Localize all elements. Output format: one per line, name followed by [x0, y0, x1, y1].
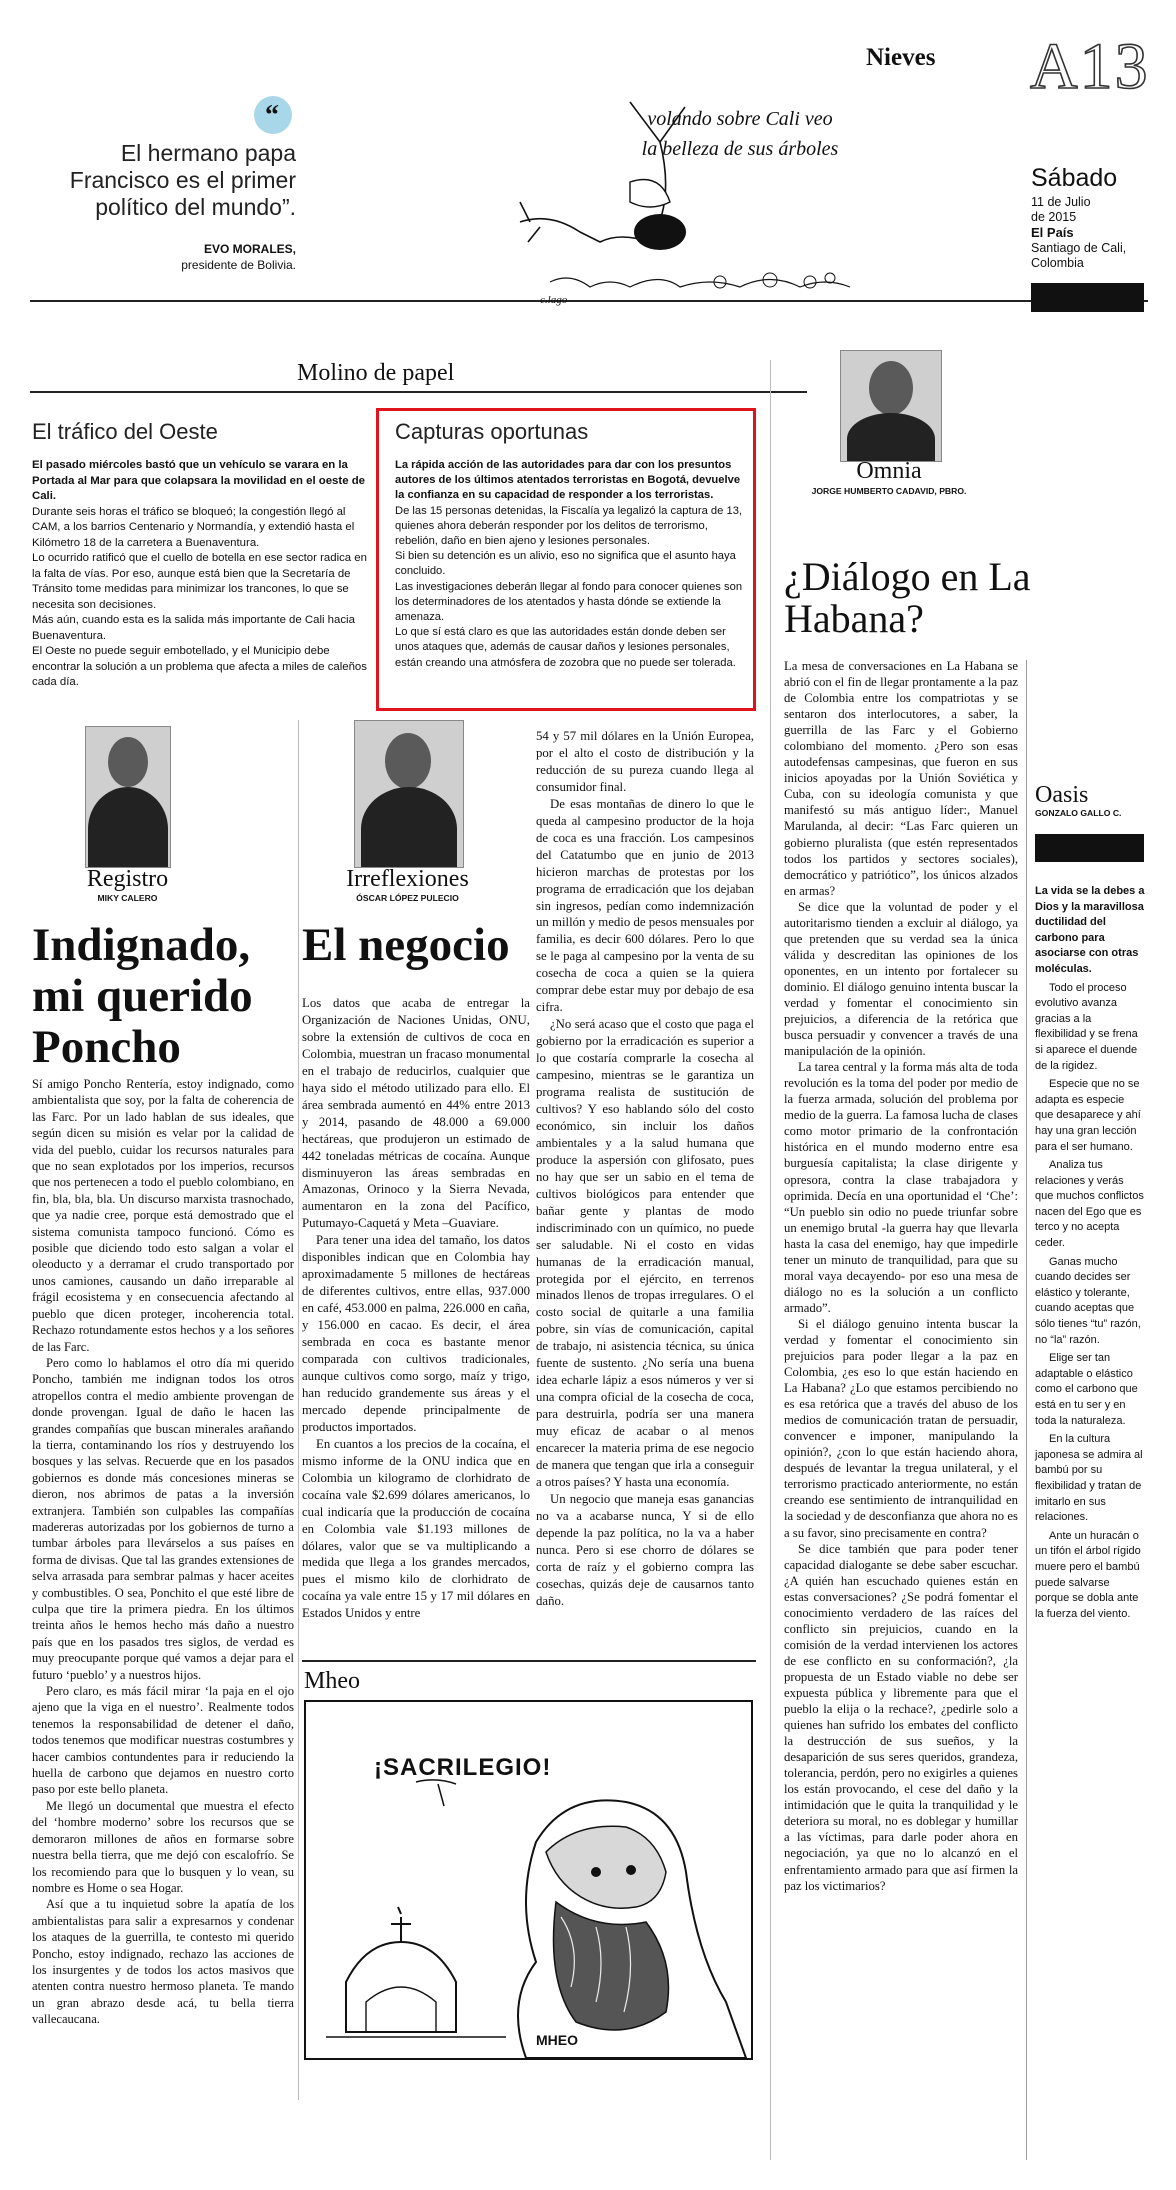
molino-left-para: Lo ocurrido ratificó que el cuello de botella en ese sector radica en la falta de vías. Por eso, aunque está bien que la Secretaría de Tránsito tome medidas para minimizar los trancones, lo que se necesita son decisiones. [32, 552, 367, 611]
cartoon-rule [302, 1660, 756, 1662]
quote-role: presidente de Bolivia. [181, 258, 296, 272]
oasis-para: Ganas mucho cuando decides ser elástico y tolerante, cuando aceptas que sólo tienes “tu” razón, no “la” razón. [1035, 1255, 1141, 1346]
irreflexiones-para: Los datos que acaba de entregar la Organización de Naciones Unidas, ONU, sobre la extensión de cultivos de coca en Colombia, muestran un fracaso monumental en el trabajo de reducirlos, cualquier que haya sido el método utilizado para ello. El área sembrada aumentó en 44% entre 2013 y 2014, pasando de 48.000 a 69.000 hectáreas, que produjeron un estimado de 442 toneladas métricas de cocaína. Aunque disminuyeron las áreas sembradas en Amazonas, Orinoco y la Sierra Nevada, aumentaron en la zona del Pacífico, Putumayo-Caquetá y Meta –Guaviare. [302, 996, 530, 1231]
omnia-para: La tarea central y la forma más alta de toda revolución es la toma del poder por medio de la fuerza armada, solución del problema por medio de la guerra. La famosa lucha de clases como motor primario de la confrontación histórica en el mundo moderno entre esa burguesía capitalista; la clase dirigente y opresora, contra la clase trabajadora y oprimida. Decía en una oportunidad el ‘Che’: “Un pueblo sin odio no puede triunfar sobre un enemigo brutal -la guerra hay que llevarla hasta la casa del enemigo, hay que impedirle tener un minuto de tranquilidad, para que su moral vaya decayendo- por eso una mesa de diálogo no es la solución a un conflicto armado”. [784, 1060, 1018, 1315]
cartoon-frame [304, 1700, 753, 2060]
oasis-para: Especie que no se adapta es especie que desaparece y ahí hay una gran lección para el ser humano. [1035, 1078, 1141, 1153]
molino-right-para: Las investigaciones deberán llegar al fondo para conocer quienes son los determinadores de los atentados y hasta dónde se extiende la amenaza. [395, 580, 743, 624]
oasis-lead: La vida se la debes a Dios y la maravillosa ductilidad del carbono para asociarse con otras moléculas. [1035, 885, 1145, 975]
molino-left-para: Más aún, cuando esta es la salida más importante de Cali hacia Buenaventura. [32, 614, 355, 642]
date-day: Sábado [1031, 164, 1118, 192]
oasis-body [1035, 884, 1145, 1622]
omnia-author-photo [840, 350, 942, 462]
molino-rule [30, 391, 807, 393]
cartoon-speech: ¡SACRILEGIO! [374, 1754, 552, 1781]
molino-left-para: Durante seis horas el tráfico se bloqueó; la congestión llegó al CAM, a los barrios Centenario y Normandía, y extendió hasta el Kilómetro 18 de la carretera a Buenaventura. [32, 505, 355, 549]
drawing-caption: volando sobre Cali veo la belleza de sus árboles [641, 108, 839, 160]
irreflexiones-author: ÓSCAR LÓPEZ PULECIO [356, 893, 459, 903]
registro-author-photo [85, 726, 171, 868]
date-place1: Santiago de Cali, [1031, 241, 1127, 255]
section-name: Nieves [866, 44, 936, 71]
irreflexiones-para: 54 y 57 mil dólares en la Unión Europea, por el alto el costo de distribución y la reducción de su pureza cuando llega al consumidor final. [536, 729, 754, 794]
cartoon-signature: MHEO [536, 2032, 578, 2048]
date-black-bar [1031, 283, 1144, 312]
oasis-column-name: Oasis [1035, 782, 1089, 808]
registro-body [32, 1076, 294, 2028]
quote-icon: “ [254, 96, 292, 134]
registro-para: Pero como lo hablamos el otro día mi querido Poncho, también me indignan todos los otros atropellos contra el medio ambiente provengan de donde provengan. Igual de daño le hacen las grandes compañías que buscan minerales arañando la tierra, contaminando los ríos y destruyendo los bosques y las selvas. Recuerde que en los pasados gobiernos es donde más concesiones mineras se dieron, nos abrimos de patas a la inversión extranjera. También son culpables las compañías madereras autorizadas por los gobiernos de turno a tumbar árboles para llevárselos a sus países en forma de divisas. Que tal las grandes extensiones de selva arrasada para sembrar palmas y hacer aceites y combustibles. O sea, Ponchito el que esté libre de culpa que tire la primera piedra. En los últimos treinta años le hemos hecho más daño a nuestro país que en los pasados tres siglos, de verdad es muy preocupante porque qué vamos a dejar para el futuro ‘pueblo’ y a nuestros hijos. [32, 1355, 294, 1682]
irreflexiones-para: ¿No será acaso que el costo que paga el gobierno por la erradicación es superior a lo que costaría comprarle la cosecha al campesino, mientras se le garantiza un programa realista de sustitución de cultivos? Y eso hablando sólo del costo económico, sin incluir los daños ambientales y a la salud humana que produce la aspersión con glifosato, pues no hay que ser un sabio en el tema de cultivos biológicos para entender que bañar gente y plantas de modo indiscriminado con un químico, no puede ser saludable. Ni el costo en vidas humanas de la erradicación manual, protegida por el ejército, en terrenos minados llenos de tropas irregulares. O el costo social de quitarle a una familia pobre, sin vías de comunicación, capital de trabajo, ni asistencia técnica, su única fuente de sustento. ¿No sería una buena idea echarle lápiz a esos números y ver si una compra oficial de la cosecha de coca, para destruirla, podría ser una manera muy eficaz de acabar o al menos encarecer la materia prima de ese negocio de manera que tengan que irla a conseguir a otros países? Y hasta una economía. [536, 1017, 754, 1489]
molino-right-title: Capturas oportunas [395, 419, 589, 444]
omnia-para: Se dice también que para poder tener capacidad dialogante se debe saber escuchar. ¿A quién han escuchado quienes están en estas conversaciones? ¿Se podrá fomentar el conocimiento verdadero de las raíces del conflicto sin prejuicios, cuando en la comisión de la verdad intervienen los actores de ese conflicto en su conformación?, ¿la propuesta de un Estado viable no debe ser expuesta pública y libremente para que el pueblo la elija o la rechace?, ¿pedirle solo a quienes han sufrido los embates del conflicto la destrucción de sus sueños, y la desaparición de sus seres queridos, grandeza, tolerancia, perdón, pero no exigirles a quienes los están provocando, el cese del daño y la intimidación que le quita la tranquilidad y le deteriora su moral, no es doblegar y humillar a las víctimas, para darle poder ahora en negociación, ya que no lo alcanzó en el enfrentamiento armado para que así firmen la paz los victimarios? [784, 1541, 1018, 1893]
omnia-para: Se dice que la voluntad de poder y el autoritarismo tienden a excluir al diálogo, ya que pretenden que su verdad sea la única válida y descreditan las opiniones de los oponentes, en un intento por fortalecer su dominio. El diálogo genuino intenta buscar la verdad y fomentar el conocimiento sin prejuicios, a diferencia de la retórica que busca persuadir y convencer a través de una manipulación de la opinión. [784, 899, 1018, 1059]
oasis-para: Ante un huracán o un tifón el árbol rígido muere pero el bambú puede salvarse porque se dobla ante la fuerza del viento. [1035, 1529, 1141, 1620]
molino-title: Molino de papel [297, 360, 455, 386]
registro-para: Sí amigo Poncho Rentería, estoy indignado, como ambientalista que soy, por la falta de coherencia de las Farc. Por un lado hablan de sus ideales, que según dicen su misión es velar por la calidad de vida del pueblo, cuidar los recursos naturales para que no sean explotados por los imperios, recursos que nos pertenecen a todo el pueblo colombiano, en fin, bla, bla, bla. Un discurso marxista trasnochado, que ya nadie cree, porque está demostrado que el sistema comunista tampoco funcionó. Cómo es posible que diciendo todo esto salgan a volar el oleoducto y a derramar el crudo transportado por unos camiones, causando un daño irreparable al frágil ecosistema y en consecuencia afectando al pueblo que dicen proteger, incoherencia total. Rechazo rotundamente estos hechos y a los señores de las Farc. [32, 1077, 294, 1354]
omnia-para: Si el diálogo genuino intenta buscar la verdad y fomentar el conocimiento sin prejuicios para poder llegar a la paz en Colombia, ¿es eso lo que están haciendo en La Habana? ¿Lo que estamos percibiendo no es esa retórica que a través del abuso de los medios de comunicación tratan de persuadir, convencer e imponer, manipulando la opinión?, ¿con lo que están haciendo ahora, después de levantar la tregua unilateral, y el terrorismo practicado anteriormente, no están creando ese sentimiento de intranquilidad en la sociedad y de desconfianza que ahora no es a su favor, sino precisamente en contra? [784, 1316, 1018, 1540]
omnia-author: JORGE HUMBERTO CADAVID, PBRO. [811, 486, 967, 496]
irreflexiones-para: Un negocio que maneja esas ganancias no va a acabarse nunca, Y si de ello depende la paz política, no la va a haber nunca. Pero si ese chorro de dólares se corta de raíz y el gobierno compra las cosechas, quizás deje de causarnos tanto daño. [536, 1491, 754, 1608]
irreflexiones-col1 [302, 995, 530, 1622]
registro-para: Pero claro, es más fácil mirar ‘la paja en el ojo ajeno que la viga en el nuestro’. Realmente todos tenemos la responsabilidad de detener el daño, todos tenemos que modificar nuestras costumbres y hacer cambios contundentes para ir reduciendo la huella de carbono que dejamos en nuestro corto paso por este bello planeta. [32, 1684, 294, 1797]
molino-right-lead: La rápida acción de las autoridades para dar con los presuntos autores de los últimos atentados terroristas en Bogotá, devuelve la confianza en su capacidad de responder a los terroristas. [395, 459, 741, 502]
date-line1: 11 de Julio [1031, 195, 1091, 209]
registro-para: Me llegó un documental que muestra el efecto del ‘hombre moderno’ sobre los recursos que se demoraron millones de años en formarse sobre nuestra bella tierra, que me dejó con escalofrío. Se los recomiendo para que lo busquen y lo vean, su nombre es Home o sea Hogar. [32, 1798, 294, 1895]
column-divider [770, 360, 771, 2160]
molino-right-para: Lo que sí está claro es que las autoridades están donde deben ser unos ataques que, además de causar daños y lesiones personales, están creando una atmósfera de zozobra que no puede ser tolerada. [395, 626, 736, 669]
molino-left-title: El tráfico del Oeste [32, 419, 218, 444]
omnia-divider [1026, 660, 1027, 2160]
irreflexiones-column-name: Irreflexiones [346, 866, 469, 892]
oasis-author: GONZALO GALLO C. [1035, 808, 1122, 818]
irreflexiones-para: De esas montañas de dinero lo que le queda al campesino productor de la hoja de coca es una fracción. Los campesinos del Catatumbo que en junio de 2013 hicieron marchas de protestas por los programa de erradicación que los dejaban sin ingresos, pedían como indemnización un millón y medio de pesos mensuales por familia, es decir 600 dólares. Pero lo que se le paga al campesino por la venta de su cosecha de coca a quien se la quiera comprar debe estar muy por debajo de esa cifra. [536, 796, 754, 1015]
molino-right [395, 418, 745, 671]
omnia-body [784, 658, 1018, 1894]
oasis-para: Elige ser tan adaptable o elástico como el carbono que está en tu ser y en toda la naturaleza. [1035, 1352, 1138, 1427]
registro-para: Así que a tu inquietud sobre la apatía de los ambientalistas para salir a expresarnos y condenar los ataques de la guerrilla, te contesto mi querido Poncho, estoy indignado, rechazo las acciones de los insurgentes y de todos los actos masivos que atenten contra nuestro hermoso planeta. Te mando un gran abrazo desde acá, tu bella tierra vallecaucana. [32, 1897, 294, 2027]
date-line2: de 2015 [1031, 210, 1077, 224]
omnia-para: La mesa de conversaciones en La Habana se abrió con el fin de llegar prontamente a la paz de Colombia entre los compatriotas y se sentaron dos interlocutores, a saber, la guerrilla de las Farc y el Gobierno colombiano del momento. ¿Pero son esas autodefensas campesinas, que fueron en sus inicios apoyadas por la Unión Soviética y Cuba, con su ideología comunista y que manifestó su más antiguo líder:, Manuel Marulanda, al decir: “Las Farc quieren un gobierno pluralista (que estén representados todos los partidos y sectores sociales), democrático y patriótico”, los únicos alzados en armas? [784, 659, 1018, 898]
oasis-black-bar [1035, 834, 1144, 862]
quote-author: EVO MORALES, [203, 242, 296, 256]
molino-left-para: El Oeste no puede seguir embotellado, y el Municipio debe encontrar la solución a un problema que afecta a miles de caleños cada día. [32, 645, 367, 688]
column-divider [298, 720, 299, 2100]
registro-column-name: Registro [86, 866, 169, 892]
quote-text: El hermano papa Francisco es el primer político del mundo”. [69, 140, 296, 220]
omnia-title: ¿Diálogo en La Habana? [784, 554, 1031, 641]
date-place2: Colombia [1031, 256, 1084, 270]
oasis-para: Analiza tus relaciones y verás que muchos conflictos nacen del Ego que es terco y no acepta ceder. [1035, 1159, 1144, 1250]
page-number: A13 [1030, 30, 1150, 103]
irreflexiones-title: El negocio [302, 919, 510, 971]
molino-left-lead: El pasado miércoles bastó que un vehículo se varara en la Portada al Mar para que colapsara la movilidad en el oeste de Cali. [32, 459, 365, 502]
irreflexiones-para: Para tener una idea del tamaño, los datos disponibles indican que en Colombia hay aproximadamente 5 millones de hectáreas de diferentes cultivos, entre ellas, 937.000 en café, 453.000 en palma, 226.000 en caña, y 156.000 en cacao. Es decir, el área sembrada en coca es bastante menor comparada con cultivos tradicionales, aunque cultivos como sorgo, maíz y trigo, han reducido grandemente sus áreas y el mercado depende principalmente de productos importados. [302, 1233, 530, 1434]
irreflexiones-author-photo [354, 720, 464, 868]
registro-title: Indignado, mi querido Poncho [32, 919, 253, 1073]
irreflexiones-col2 [536, 728, 754, 1610]
oasis-para: Todo el proceso evolutivo avanza gracias a la flexibilidad y se frena si aparece el duende de la rigidez. [1035, 981, 1138, 1072]
molino-left [32, 418, 368, 691]
molino-right-para: Si bien su detención es un alivio, eso no significa que el asunto haya concluido. [395, 550, 736, 578]
oasis-para: En la cultura japonesa se admira al bambú por su flexibilidad y tratan de imitarlo en sus relaciones. [1035, 1433, 1143, 1524]
registro-author: MIKY CALERO [97, 893, 158, 903]
omnia-column-name: Omnia [856, 458, 922, 484]
molino-right-para: De las 15 personas detenidas, la Fiscalía ya legalizó la captura de 13, quienes ahora deberán responder por los delitos de terrorismo, rebelión, daño en bien ajeno y lesiones personales. [395, 504, 743, 548]
drawing-signature: c.lago [540, 294, 568, 306]
cartoon-column-name: Mheo [304, 1668, 360, 1694]
date-paper: El País [1031, 225, 1074, 240]
irreflexiones-para: En cuantos a los precios de la cocaína, el mismo informe de la ONU indica que en Colombia un kilogramo de clorhidrato de cocaína vale $2.699 dólares americanos, lo cual indicaría que la producción de cocaína en Colombia vale $1.193 millones de dólares, valor que se va multiplicando a medida que llega a los grandes mercados, pues el mismo kilo de clorhidrato de cocaína ya vale entre 15 y 17 mil dólares en Estados Unidos y entre [302, 1436, 530, 1621]
